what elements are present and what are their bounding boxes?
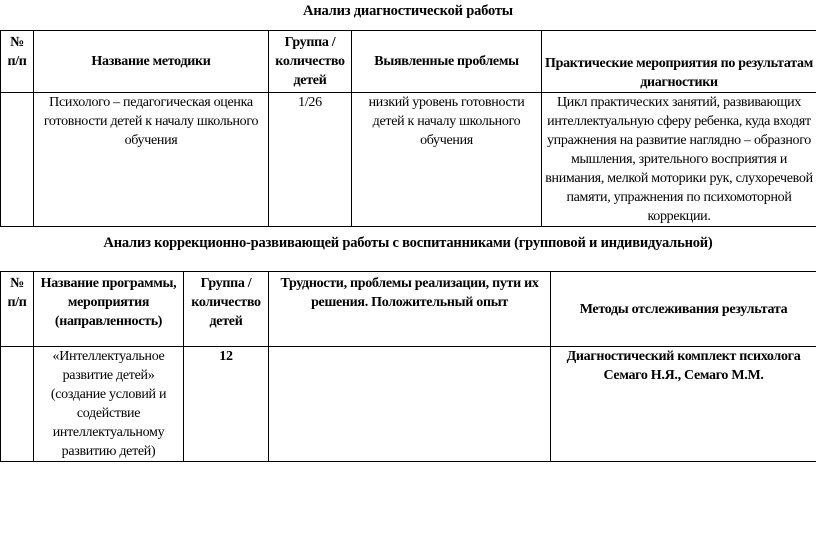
table-row: [1, 347, 816, 462]
row-group: 1/26: [269, 93, 352, 227]
row-difficulties: [269, 347, 551, 462]
correction-analysis-title: Анализ коррекционно-развивающей работы с воспитанниками (групповой и индивидуальной): [103, 235, 713, 251]
header-program: Название программы, мероприятия (направленность): [34, 272, 184, 347]
header-group: Группа / количество детей: [269, 31, 352, 93]
diagnostic-header-row: [1, 31, 816, 93]
header-tracking: Методы отслеживания результата: [551, 272, 816, 347]
diagnostic-table: [0, 30, 816, 227]
row-tracking: Диагностический комплект психолога Семаго Н.Я., Семаго М.М.: [551, 347, 816, 462]
header-difficulties: Трудности, проблемы реализации, пути их решения. Положительный опыт: [269, 272, 551, 347]
header-group: Группа / количество детей: [184, 272, 269, 347]
header-problems: Выявленные проблемы: [352, 31, 542, 93]
row-program: «Интеллектуальное развитие детей» (создание условий и содействие интеллектуальному развитию детей): [34, 347, 184, 462]
header-num: № п/п: [1, 272, 34, 347]
header-num: № п/п: [1, 31, 34, 93]
correction-table: [0, 271, 816, 462]
correction-header-row: [1, 272, 816, 347]
table-row: [1, 93, 816, 227]
row-num: [1, 93, 34, 227]
header-measures: Практические мероприятия по результатам диагностики: [542, 31, 816, 93]
row-group: 12: [184, 347, 269, 462]
row-method: Психолого – педагогическая оценка готовности детей к началу школьного обучения: [34, 93, 269, 227]
diagnostic-analysis-title: Анализ диагностической работы: [303, 3, 513, 19]
header-method: Название методики: [34, 31, 269, 93]
row-measures: Цикл практических занятий, развивающих интеллектуальную сферу ребенка, куда входят упражнения на развитие наглядно – образного мышления, зрительного восприятия и внимания, мелкой моторики рук, слухоречевой памяти, упражнения по психомоторной коррекции.: [542, 93, 816, 227]
row-num: [1, 347, 34, 462]
row-problems: низкий уровень готовности детей к началу школьного обучения: [352, 93, 542, 227]
